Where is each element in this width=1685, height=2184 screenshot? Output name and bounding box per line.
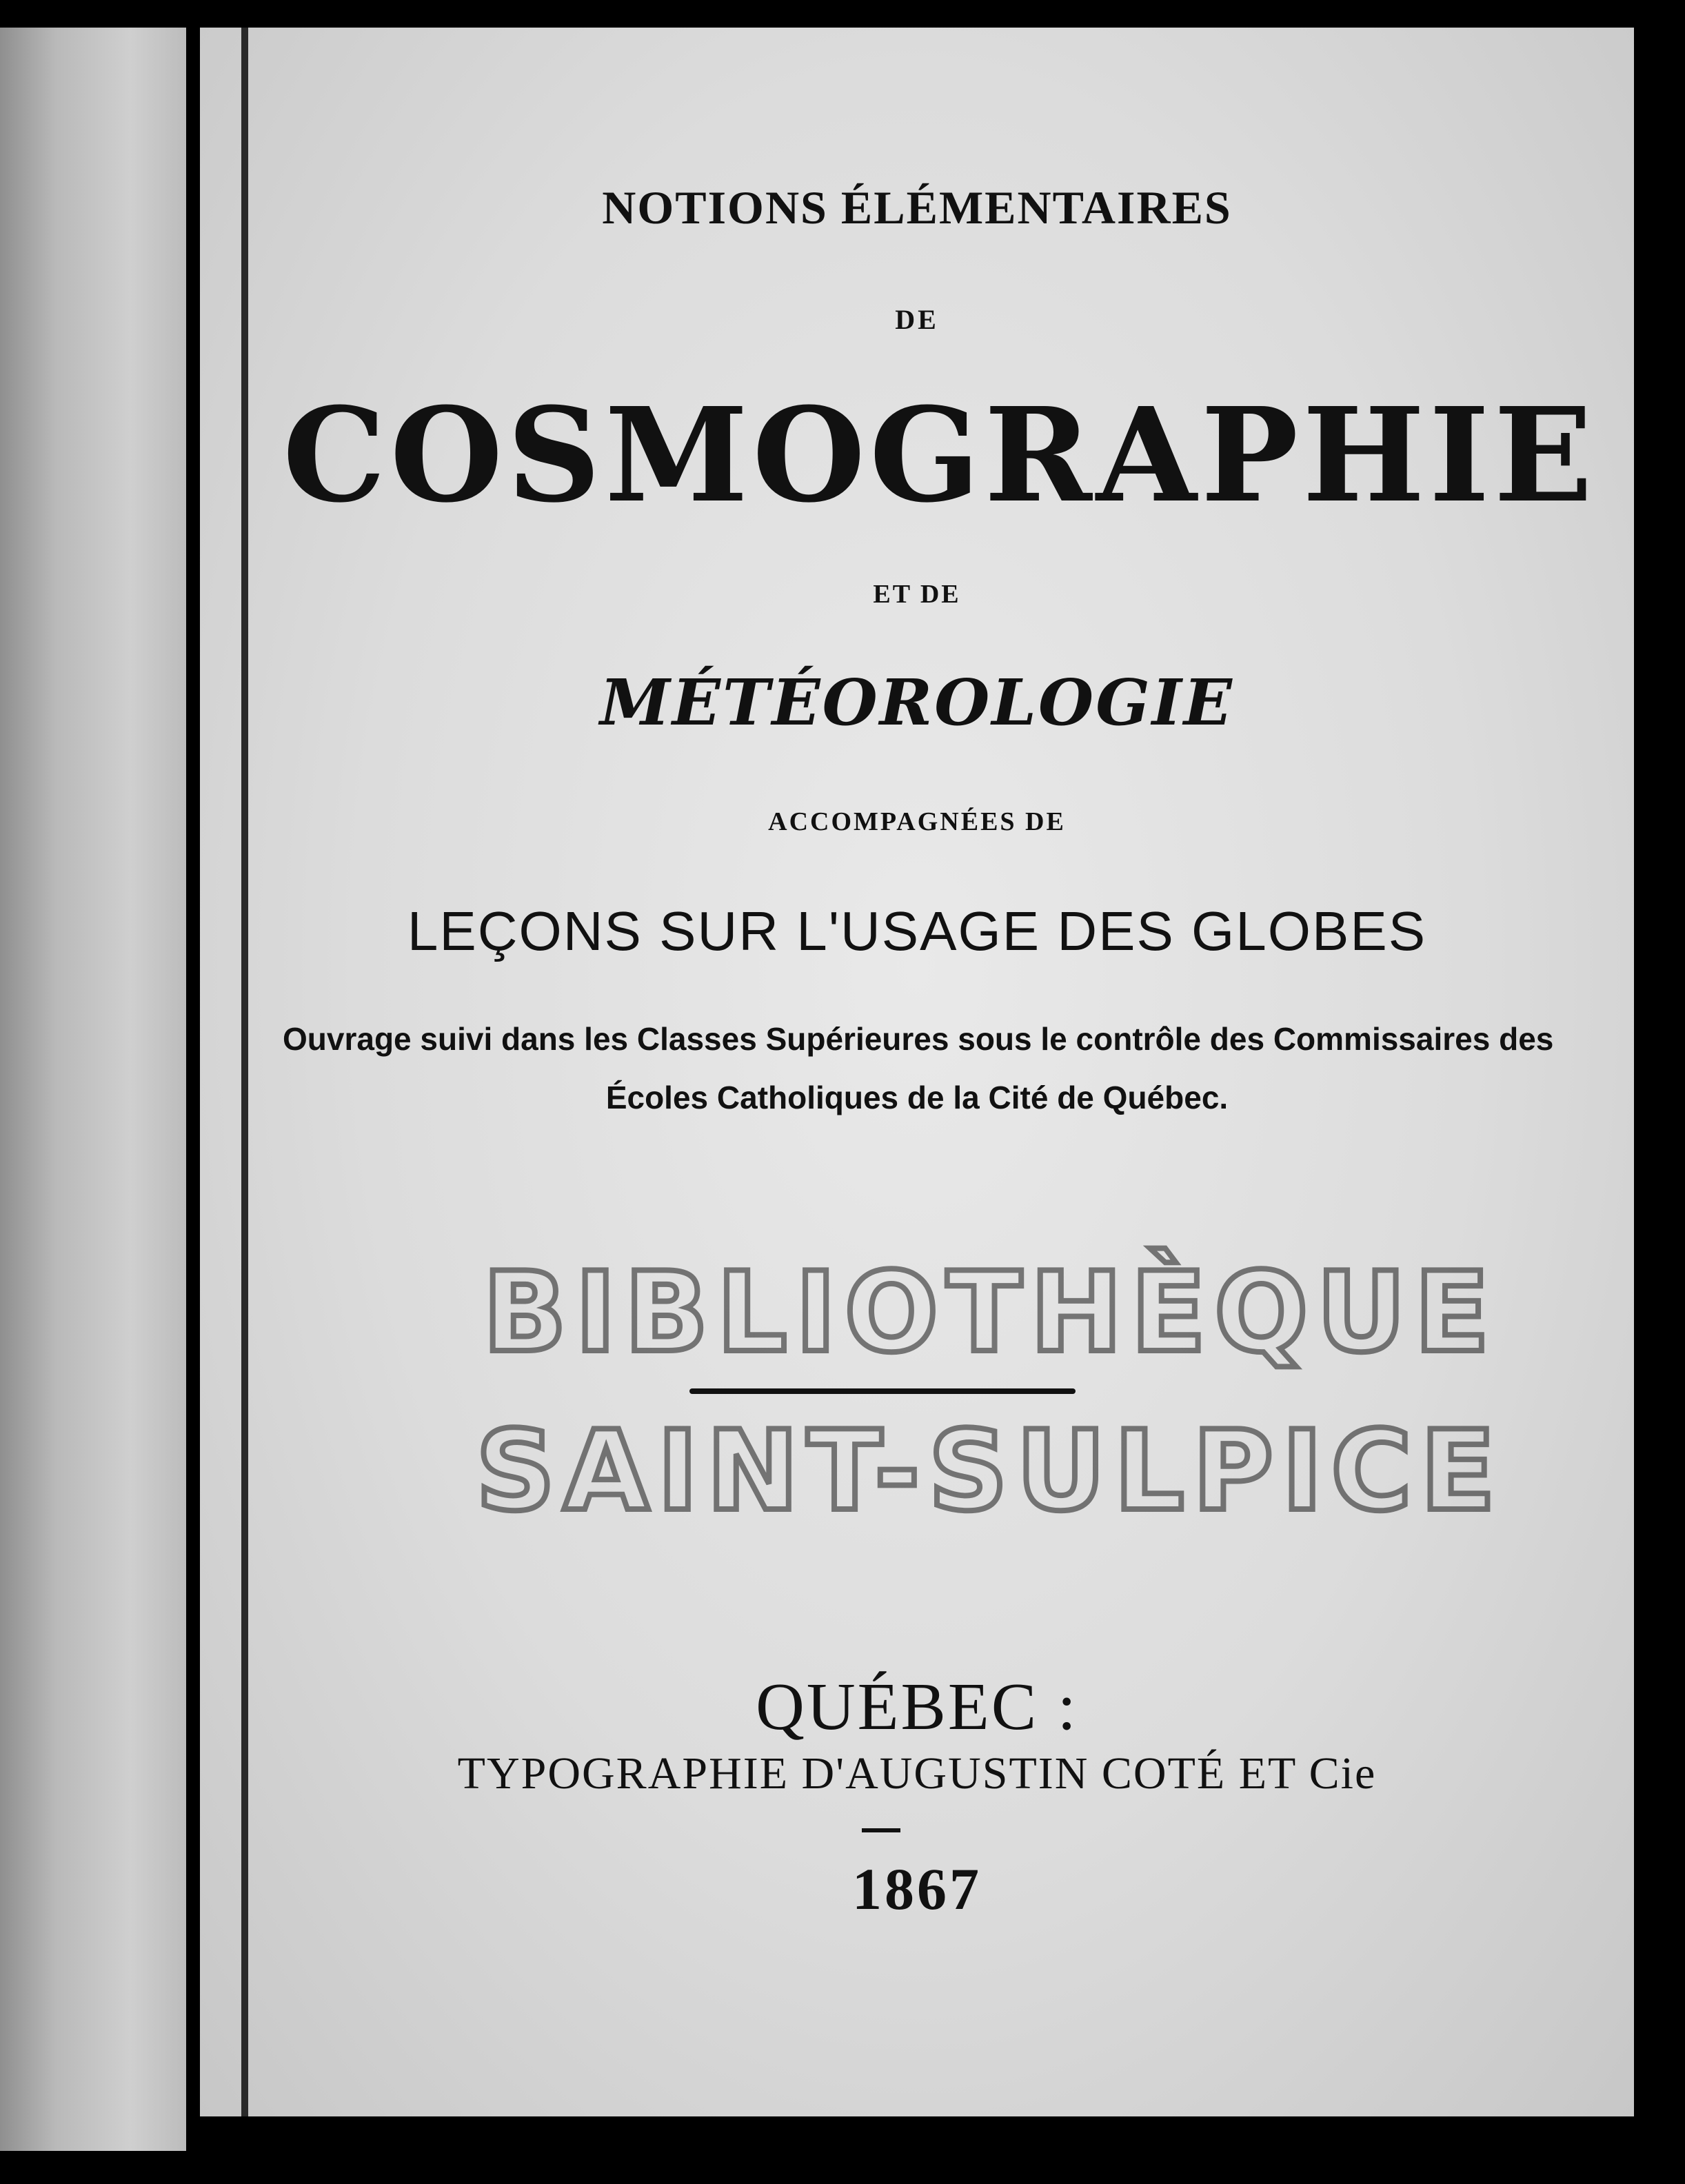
subtitle-ouvrage-line-2: Écoles Catholiques de la Cité de Québec. bbox=[605, 1080, 1229, 1115]
book-spine-edge bbox=[0, 28, 186, 2151]
title-line-et-de: ET DE bbox=[873, 580, 961, 609]
imprint-printer: TYPOGRAPHIE D'AUGUSTIN COTÉ ET Cie bbox=[457, 1748, 1377, 1799]
library-perforation-stamp-line-2: SAINT-SULPICE bbox=[476, 1406, 1504, 1535]
title-meteorologie: MÉTÉOROLOGIE bbox=[600, 665, 1234, 740]
library-perforation-stamp-line-1: BIBLIOTHÈQUE bbox=[483, 1248, 1498, 1377]
title-page bbox=[200, 28, 1634, 2116]
binding-line bbox=[241, 28, 248, 2116]
title-line-lecons: LEÇONS SUR L'USAGE DES GLOBES bbox=[407, 900, 1427, 962]
stamp-divider-rule bbox=[689, 1388, 1076, 1394]
title-line-notions: NOTIONS ÉLÉMENTAIRES bbox=[602, 181, 1232, 234]
imprint-divider-rule bbox=[862, 1828, 900, 1832]
title-line-accompagnees: ACCOMPAGNÉES DE bbox=[768, 807, 1066, 836]
subtitle-ouvrage-line-1: Ouvrage suivi dans les Classes Supérieures sous le contrôle des Commissaires des bbox=[283, 1021, 1554, 1057]
title-cosmographie: COSMOGRAPHIE bbox=[283, 379, 1597, 532]
imprint-year: 1867 bbox=[852, 1856, 982, 1922]
title-line-de: DE bbox=[895, 304, 939, 335]
imprint-place: QUÉBEC : bbox=[756, 1670, 1078, 1744]
